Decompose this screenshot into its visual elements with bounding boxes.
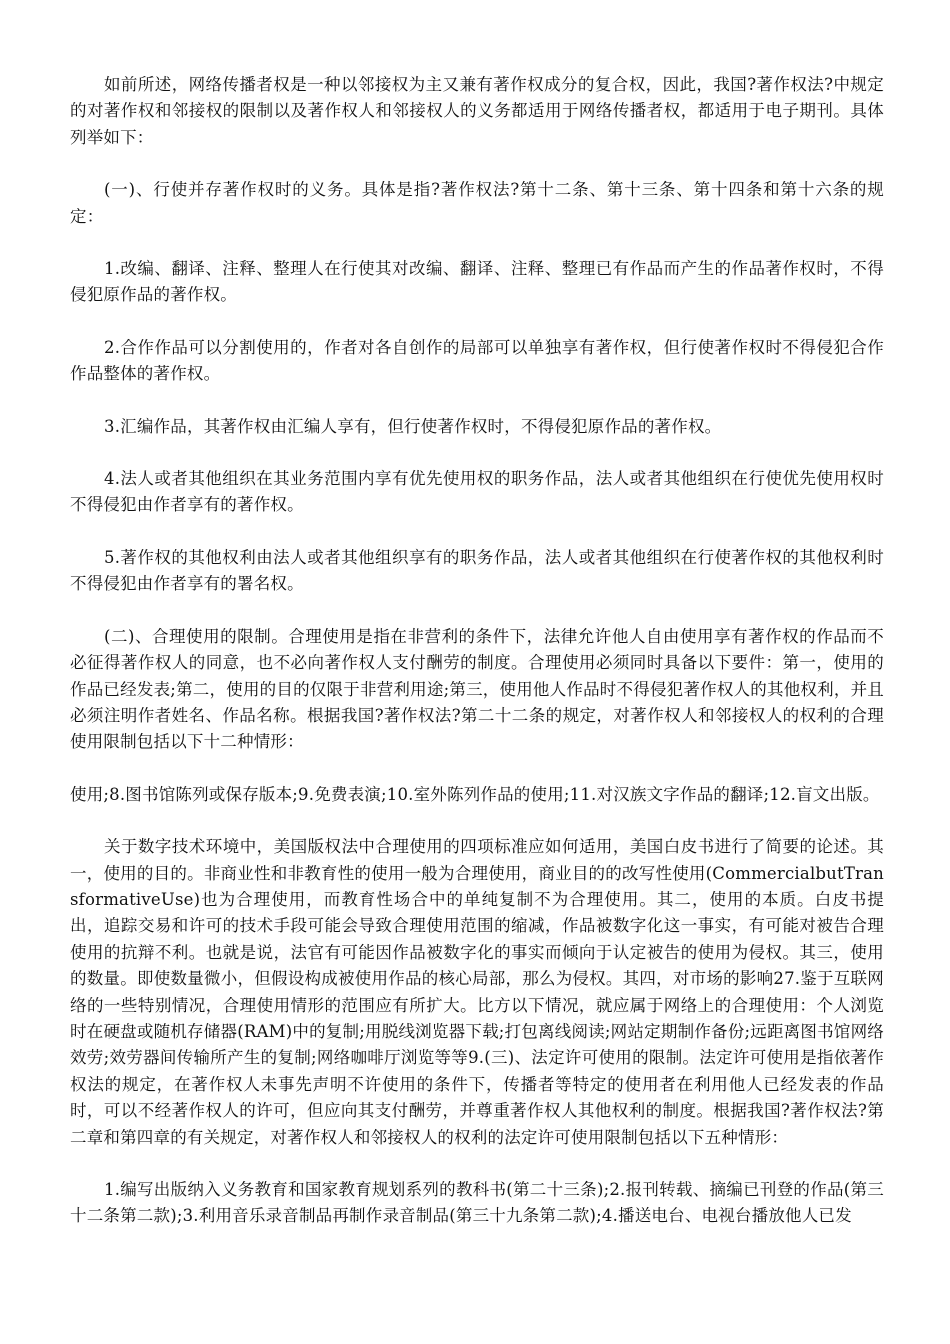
paragraph-intro: 如前所述，网络传播者权是一种以邻接权为主又兼有著作权成分的复合权，因此，我国?著作权法?中规定的对著作权和邻接权的限制以及著作权人和邻接权人的义务都适用于网络传播者权，都适用于电子期刊。具体列举如下： [70, 75, 884, 147]
paragraph-section-1-heading: (一)、行使并存著作权时的义务。具体是指?著作权法?第十二条、第十三条、第十四条和第十六条的规定： [70, 180, 884, 226]
paragraph-item-4: 4.法人或者其他组织在其业务范围内享有优先使用权的职务作品，法人或者其他组织在行使优先使用权时不得侵犯由作者享有的著作权。 [70, 469, 884, 515]
paragraph-statutory-license-list: 1.编写出版纳入义务教育和国家教育规划系列的教科书(第二十三条);2.报刊转载、摘编已刊登的作品(第三十二条第二款);3.利用音乐录音制品再制作录音制品(第三十九条第二款);4.播送电台、电视台播放他人已发 [70, 1180, 884, 1226]
paragraph-item-1: 1.改编、翻译、注释、整理人在行使其对改编、翻译、注释、整理已有作品而产生的作品著作权时，不得侵犯原作品的著作权。 [70, 259, 884, 305]
paragraph-item-5: 5.著作权的其他权利由法人或者其他组织享有的职务作品，法人或者其他组织在行使著作权的其他权利时不得侵犯由作者享有的署名权。 [70, 547, 884, 594]
paragraph-section-2: (二)、合理使用的限制。合理使用是指在非营利的条件下，法律允许他人自由使用享有著作权的作品而不必征得著作权人的同意，也不必向著作权人支付酬劳的制度。合理使用必须同时具备以下要件：第一，使用的作品已经发表;第二，使用的目的仅限于非营利用途;第三，使用他人作品时不得侵犯著作权人的其他权利，并且必须注明作者姓名、作品名称。根据我国?著作权法?第二十二条的规定，对著作权人和邻接权人的权利的合理使用限制包括以下十二种情形： [70, 626, 884, 752]
paragraph-item-2: 2.合作作品可以分割使用的，作者对各自创作的局部可以单独享有著作权，但行使著作权时不得侵犯合作作品整体的著作权。 [70, 337, 884, 384]
paragraph-fair-use-list: 使用;8.图书馆陈列或保存版本;9.免费表演;10.室外陈列作品的使用;11.对汉族文字作品的翻译;12.盲文出版。 [70, 784, 880, 804]
paragraph-item-3: 3.汇编作品，其著作权由汇编人享有，但行使著作权时，不得侵犯原作品的著作权。 [104, 416, 722, 436]
paragraph-us-white-paper: 关于数字技术环境中，美国版权法中合理使用的四项标准应如何适用，美国白皮书进行了简要的论述。其一，使用的目的。非商业性和非教育性的使用一般为合理使用，商业目的的改写性使用(CommercialbutTransformativeUse)也为合理使用，而教育性场合中的单纯复制不为合理使用。其二，使用的本质。白皮书提出，追踪交易和许可的技术手段可能会导致合理使用范围的缩减，作品被数字化这一事实，有可能对被告合理使用的抗辩不利。也就是说，法官有可能因作品被数字化的事实而倾向于认定被告的使用为侵权。其三，使用的数量。即使数量微小，但假设构成被使用作品的核心局部，那么为侵权。其四，对市场的影响27.鉴于互联网络的一些特别情况，合理使用情形的范围应有所扩大。比方以下情况，就应属于网络上的合理使用：个人浏览时在硬盘或随机存储器(RAM)中的复制;用脱线浏览器下载;打包离线阅读;网站定期制作备份;远距离图书馆网络效劳;效劳器间传输所产生的复制;网络咖啡厅浏览等等9.(三)、法定许可使用的限制。法定许可使用是指依著作权法的规定，在著作权人未事先声明不许使用的条件下，传播者等特定的使用者在利用他人已经发表的作品时，可以不经著作权人的许可，但应向其支付酬劳，并尊重著作权人其他权利的制度。根据我国?著作权法?第二章和第四章的有关规定，对著作权人和邻接权人的权利的法定许可使用限制包括以下五种情形： [70, 837, 884, 1147]
